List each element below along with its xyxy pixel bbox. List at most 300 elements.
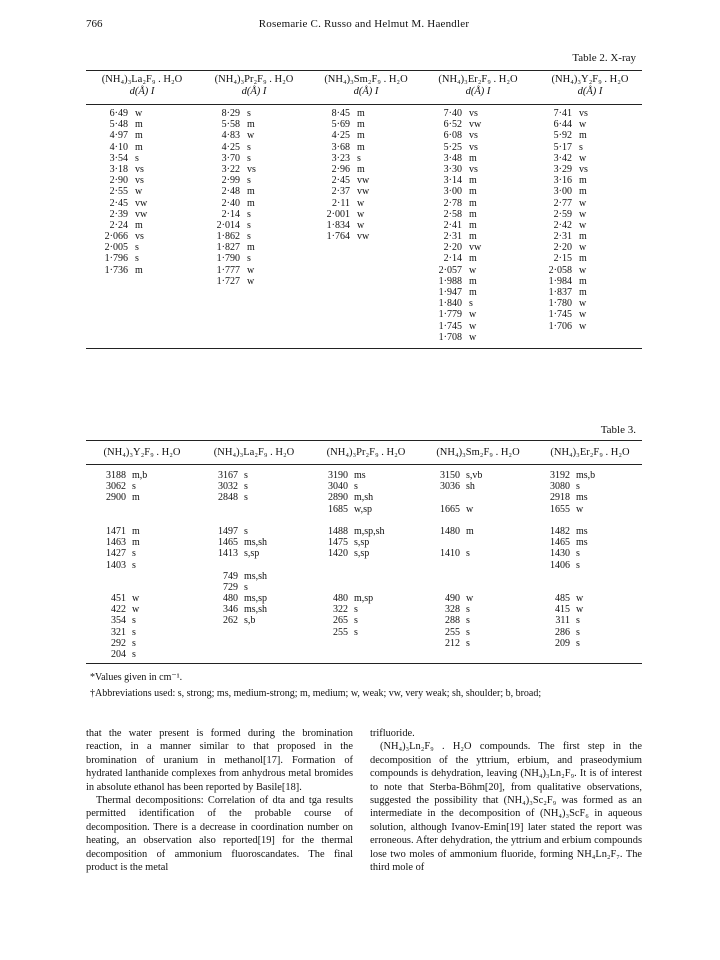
cell-value: 265 [333,615,348,627]
table-row [318,175,369,186]
cell-value: 2·31 [443,231,462,243]
cell-intensity: vw [469,242,482,254]
cell-value: 1465 [550,537,570,549]
table-row [430,242,481,253]
table-row [96,638,147,649]
cell-value: 1482 [550,525,570,537]
cell-value: 6·44 [553,119,572,131]
cell-intensity: s [576,548,580,560]
cell-value: 2·45 [109,197,128,209]
cell-value: 2·11 [332,197,350,209]
cell-value: 2·41 [443,219,462,231]
table-row [430,604,482,615]
cell-intensity: vs [469,130,478,142]
cell-value: 2·78 [443,197,462,209]
table-row [540,153,588,164]
table-row [540,298,588,309]
table-row [318,153,369,164]
table-row [540,560,595,571]
table-row [208,253,256,264]
cell-value: 1·984 [548,275,572,287]
cell-intensity: vs [247,163,256,175]
table-row [318,582,385,593]
cell-intensity: vs [135,175,144,187]
table2-header-col1 [86,74,198,98]
table-row [430,253,481,264]
table-row [318,615,385,626]
table-row [318,142,369,153]
cell-value: 346 [223,604,238,616]
cell-intensity: s [132,637,136,649]
table-row [430,627,482,638]
table-row [430,298,481,309]
cell-value: 4·25 [221,141,240,153]
cell-value: 3·14 [443,175,462,187]
table-row [96,548,147,559]
cell-intensity: vs [579,108,588,119]
table-row [208,582,267,593]
table2-subhead-1: d(Å) I [129,86,155,97]
cell-value: 1·745 [548,309,572,321]
cell-intensity: w [579,208,587,220]
cell-intensity: s [244,481,248,493]
cell-value: 2·20 [553,242,572,254]
cell-value: 3·00 [443,186,462,198]
cell-intensity: s [247,231,251,243]
table-row [540,593,595,604]
cell-value: 2·20 [443,242,462,254]
table-row [208,242,256,253]
cell-value: 2·37 [331,186,350,198]
cell-value: 1475 [328,537,348,549]
cell-value: 1·827 [216,242,240,254]
table-row [208,470,267,481]
table-row [96,242,147,253]
cell-value: 1·745 [438,320,462,332]
cell-intensity: w [469,264,477,276]
table-row [208,593,267,604]
cell-intensity: s [354,615,358,627]
cell-value: 3190 [328,470,348,481]
cell-intensity: m [469,186,477,198]
table-row [430,504,482,515]
cell-value: 2·58 [443,208,462,220]
table-row [96,627,147,638]
cell-value: 354 [111,615,126,627]
cell-intensity: w [579,309,587,321]
cell-intensity: s [576,626,580,638]
cell-intensity: s [466,637,470,649]
table-row [96,231,147,242]
table-row [430,537,482,548]
table-row [540,164,588,175]
cell-intensity: s [132,481,136,493]
cell-value: 2·40 [221,197,240,209]
cell-intensity: m [135,119,143,131]
table2-compound-4: (NH₄)₃Er₂F₉ . H₂O [438,74,518,85]
table-row [96,615,147,626]
cell-intensity: s [244,470,248,481]
table-row [540,526,595,537]
table2-top-rule [86,70,642,71]
table-row [430,593,482,604]
cell-intensity: m [357,141,365,153]
cell-intensity: s [247,208,251,220]
cell-value: 1463 [106,537,126,549]
cell-intensity: m [469,275,477,287]
table-row [540,242,588,253]
cell-value: 2·14 [221,208,240,220]
table-row [208,198,256,209]
cell-intensity: m [357,130,365,142]
cell-intensity: m,sp,sh [354,525,385,537]
cell-intensity: m [466,525,474,537]
cell-value: 1471 [106,525,126,537]
cell-intensity: w,sp [354,503,372,515]
table-row [540,638,595,649]
table3-compound-4: (NH₄)₃Sm₂F₉ . H₂O [436,447,520,458]
cell-value: 311 [555,615,570,627]
cell-intensity: vw [469,119,482,131]
table-row [318,548,385,559]
cell-value: 415 [555,604,570,616]
table3-column-3 [318,470,385,660]
cell-value: 1430 [550,548,570,560]
cell-intensity: ms,sp [244,593,268,605]
cell-intensity: w [579,197,587,209]
cell-intensity: m [469,152,477,164]
cell-intensity: m [579,186,587,198]
cell-intensity: s [247,108,251,119]
table-row [208,119,256,130]
table-row [430,153,481,164]
cell-value: 1·706 [548,320,572,332]
table-row [540,627,595,638]
table-row [318,119,369,130]
cell-intensity: s [135,152,139,164]
table3-footnote-1: *Values given in cm⁻¹. [90,672,183,683]
cell-value: 8·45 [331,108,350,119]
cell-value: 6·52 [443,119,462,131]
cell-intensity: s [576,481,580,493]
cell-intensity: m [469,287,477,298]
table-row [318,571,385,582]
cell-intensity: vw [135,197,148,209]
cell-intensity: m [135,141,143,153]
cell-intensity: s [247,152,251,164]
cell-intensity: w [576,604,584,616]
table-row [96,470,147,481]
cell-intensity: ms [576,525,588,537]
cell-value: 1·727 [216,275,240,287]
cell-value: 3·42 [553,152,572,164]
cell-intensity: m [579,130,587,142]
table-row [540,130,588,141]
cell-intensity: w [466,593,474,605]
table-row [318,649,385,660]
table-row [96,537,147,548]
cell-value: 3036 [440,481,460,493]
table-row [430,481,482,492]
cell-intensity: vw [135,208,148,220]
cell-intensity: s [466,626,470,638]
cell-value: 3192 [550,470,570,481]
cell-intensity: s [244,581,248,593]
table-row [318,560,385,571]
cell-value: 1427 [106,548,126,560]
table-row [540,548,595,559]
cell-value: 1488 [328,525,348,537]
table-row [540,186,588,197]
table-row [208,492,267,503]
cell-intensity: w [579,298,587,310]
cell-value: 1·790 [216,253,240,265]
cell-value: 2·90 [109,175,128,187]
cell-value: 5·92 [553,130,572,142]
table-row [540,108,588,119]
cell-value: 2848 [218,492,238,504]
cell-intensity: ms [576,492,588,504]
cell-value: 286 [555,626,570,638]
cell-value: 3·18 [109,163,128,175]
table-row [540,119,588,130]
cell-intensity: m [469,197,477,209]
table-row [208,231,256,242]
cell-intensity: s [247,219,251,231]
cell-intensity: s [469,298,473,310]
cell-value: 5·58 [221,119,240,131]
table2-subhead-5: d(Å) I [577,86,603,97]
cell-intensity: m [469,208,477,220]
table-row [318,627,385,638]
cell-value: 2·77 [553,197,572,209]
cell-intensity: s [244,492,248,504]
cell-intensity: s [576,615,580,627]
table-row [430,209,481,220]
table3-column-1 [96,470,147,660]
cell-value: 3032 [218,481,238,493]
table-row [540,253,588,264]
cell-value: 485 [555,593,570,605]
cell-intensity: vs [135,163,144,175]
cell-intensity: s [247,141,251,153]
table-row [540,220,588,231]
table3-column-5 [540,470,595,660]
body-left-paragraph-1: that the water present is formed during the bromination reaction, in a manner similar to that proposed in the bromination of uranium in methanol[17]. Formation of hydrated lanthanide complexes from anhydrous metal bromides in absolute ethanol has been reported by Basile[18]. [86,728,353,793]
cell-intensity: s,sp [354,537,370,549]
cell-value: 2·001 [326,208,350,220]
table-row [318,515,385,526]
cell-intensity: m [132,537,140,549]
table-row [430,265,481,276]
table-row [430,130,481,141]
cell-value: 7·40 [443,108,462,119]
table-row [540,504,595,515]
cell-intensity: s [354,481,358,493]
cell-value: 6·49 [109,108,128,119]
table3-bottom-rule [86,663,642,664]
table-row [318,231,369,242]
cell-intensity: vs [469,141,478,153]
table-row [318,638,385,649]
cell-value: 3080 [550,481,570,493]
cell-intensity: w [579,219,587,231]
table-row [540,481,595,492]
cell-value: 1665 [440,503,460,515]
cell-intensity: w [132,593,140,605]
cell-intensity: w [247,264,255,276]
table2-subhead-2: d(Å) I [241,86,267,97]
table2-column-3 [318,108,369,242]
cell-intensity: ms [354,470,366,481]
table-row [540,276,588,287]
cell-intensity: m [247,186,255,198]
table2-header-rule [86,104,642,105]
table-row [540,231,588,242]
body-left-column [86,727,353,874]
cell-intensity: w [132,604,140,616]
cell-intensity: s [576,637,580,649]
cell-value: 1·834 [326,219,350,231]
table2-caption: Table 2. X-ray [572,52,636,64]
cell-value: 3062 [106,481,126,493]
cell-intensity: m [247,242,255,254]
table-row [430,560,482,571]
table-row [208,265,256,276]
cell-value: 3·54 [109,152,128,164]
table3-compound-3: (NH₄)₃Pr₂F₉ . H₂O [326,447,406,458]
table-row [540,515,595,526]
cell-intensity: s,sp [354,548,370,560]
cell-value: 7·41 [553,108,572,119]
cell-intensity: m [469,219,477,231]
table3-compound-5: (NH₄)₃Er₂F₉ . H₂O [550,447,630,458]
cell-intensity: s [576,559,580,571]
cell-value: 1685 [328,503,348,515]
table-row [96,492,147,503]
table-row [430,198,481,209]
cell-intensity: ms,sh [244,570,268,582]
cell-value: 480 [333,593,348,605]
table-row [540,287,588,298]
table-row [96,198,147,209]
cell-value: 5·48 [109,119,128,131]
cell-intensity: s [354,626,358,638]
table-row [96,515,147,526]
cell-value: 2·59 [553,208,572,220]
cell-value: 2·15 [553,253,572,265]
table-row [540,615,595,626]
cell-intensity: m,b [132,470,148,481]
cell-value: 729 [223,581,238,593]
table-row [430,515,482,526]
cell-intensity: vs [135,231,144,243]
table-row [540,470,595,481]
table-row [430,332,481,343]
cell-intensity: s [247,253,251,265]
table-row [96,593,147,604]
cell-value: 2·99 [221,175,240,187]
table-row [540,265,588,276]
table-row [208,276,256,287]
table-row [208,537,267,548]
table-row [430,175,481,186]
running-head: Rosemarie C. Russo and Helmut M. Haendler [258,18,470,30]
cell-value: 1·736 [104,264,128,276]
cell-value: 5·25 [443,141,462,153]
cell-value: 1·708 [438,331,462,343]
table-row [96,526,147,537]
cell-value: 3·68 [331,141,350,153]
table-row [208,108,256,119]
table-row [430,649,482,660]
cell-value: 5·69 [331,119,350,131]
table-row [318,108,369,119]
table2-header-col3 [310,74,422,98]
table-row [96,108,147,119]
table2-compound-5: (NH₄)₃Y₂F₉ . H₂O [551,74,629,85]
table-row [430,108,481,119]
table-row [318,526,385,537]
cell-intensity: s [132,615,136,627]
cell-intensity: s [132,626,136,638]
cell-intensity: m [357,119,365,131]
cell-value: 490 [445,593,460,605]
cell-value: 2·48 [221,186,240,198]
cell-value: 3·48 [443,152,462,164]
cell-value: 1·837 [548,287,572,298]
table-row [430,548,482,559]
table3-caption: Table 3. [600,424,636,436]
table-row [430,309,481,320]
table-row [318,130,369,141]
table-row [208,209,256,220]
table-row [96,253,147,264]
cell-value: 1465 [218,537,238,549]
table-row [540,321,588,332]
table2-column-4 [430,108,481,343]
cell-value: 4·10 [109,141,128,153]
table-row [208,548,267,559]
cell-intensity: vw [357,175,370,187]
table-row [318,492,385,503]
cell-value: 480 [223,593,238,605]
cell-value: 1·780 [548,298,572,310]
table-row [96,130,147,141]
cell-value: 3·29 [553,163,572,175]
table-row [430,186,481,197]
table-row [208,571,267,582]
cell-value: 4·83 [221,130,240,142]
cell-intensity: s [247,175,251,187]
cell-intensity: vw [357,186,370,198]
table-row [430,321,481,332]
cell-value: 2·96 [331,163,350,175]
cell-value: 1·777 [216,264,240,276]
table-row [318,198,369,209]
table-row [318,481,385,492]
cell-intensity: w [469,309,477,321]
cell-value: 4·25 [331,130,350,142]
cell-value: 1420 [328,548,348,560]
table3-column-2 [208,470,267,660]
cell-intensity: m [579,253,587,265]
table-row [208,220,256,231]
cell-intensity: w [579,320,587,332]
table3-compound-2: (NH₄)₃La₂F₉ . H₂O [213,447,295,458]
table-row [96,504,147,515]
cell-value: 2·14 [443,253,462,265]
